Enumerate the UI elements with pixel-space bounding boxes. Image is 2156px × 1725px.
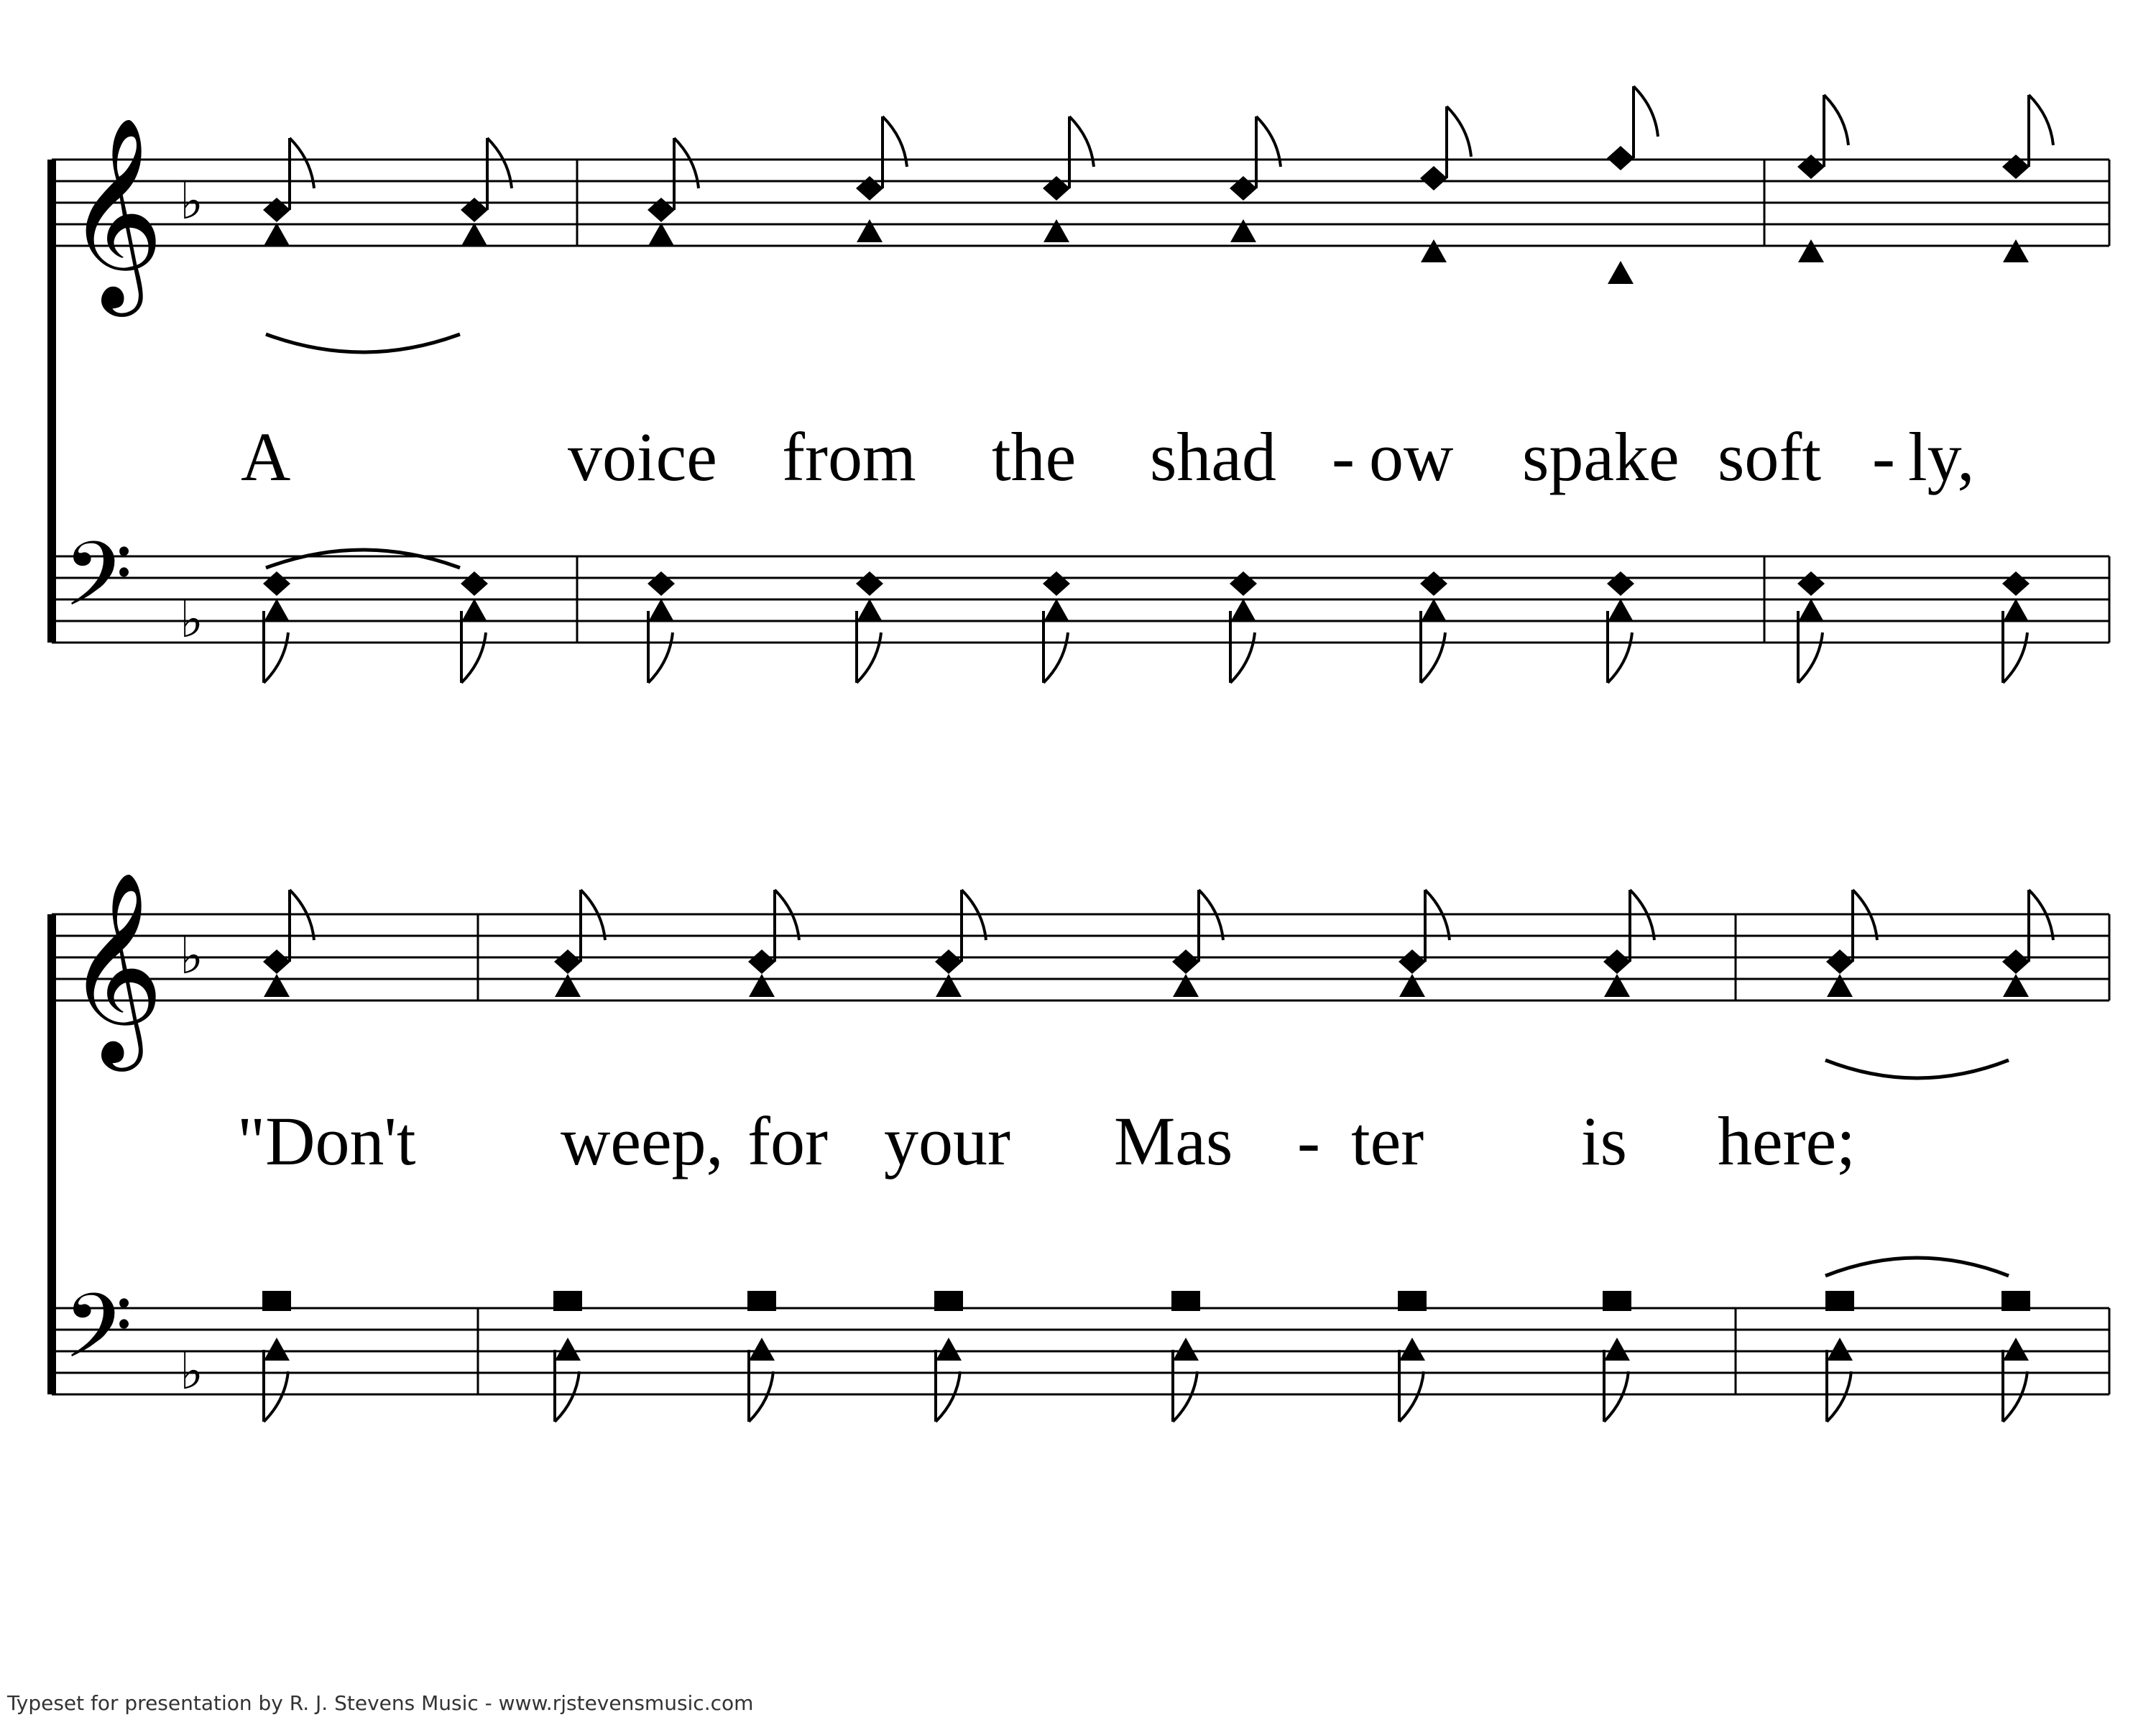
note-flag <box>936 1371 960 1422</box>
note-flag <box>1798 632 1823 683</box>
note-head <box>1173 1338 1199 1361</box>
note-flag <box>857 632 881 683</box>
note-head <box>1172 949 1199 974</box>
note-flag <box>1399 1371 1424 1422</box>
note-flag <box>648 632 673 683</box>
note-head <box>1043 571 1070 596</box>
note-head <box>1798 599 1824 622</box>
note-flag <box>1608 632 1632 683</box>
flat-icon: ♭ <box>180 590 204 649</box>
note-flag <box>1827 1371 1851 1422</box>
note-head <box>1797 571 1825 596</box>
bass-clef-icon: 𝄢 <box>63 523 133 648</box>
note-head <box>1043 176 1070 201</box>
note-flag <box>461 632 486 683</box>
note-head <box>648 599 674 622</box>
note-head <box>2003 239 2029 262</box>
lyric-syllable: voice <box>568 418 717 495</box>
note-head <box>1398 1291 1427 1311</box>
note-head <box>2002 571 2030 596</box>
note-head <box>2001 1291 2030 1311</box>
staves <box>47 116 2109 1401</box>
bass-clef-icon: 𝄢 <box>63 1275 133 1400</box>
treble-clef-icon: 𝄞 <box>66 871 164 1063</box>
note-head <box>1230 599 1256 622</box>
flat-icon: ♭ <box>180 172 204 231</box>
tie-slur <box>266 334 460 352</box>
note-flag <box>1824 95 1848 145</box>
note-flag <box>1634 86 1658 137</box>
lyric-syllable: spake <box>1522 418 1680 495</box>
note-head <box>1044 219 1069 242</box>
tie-slur <box>1825 1258 2009 1276</box>
note-head <box>554 949 581 974</box>
note-head <box>2002 949 2030 974</box>
note-head <box>461 223 487 246</box>
notes <box>262 86 2053 1422</box>
note-head <box>1604 974 1630 997</box>
lyrics-line-2 <box>237 1103 1856 1179</box>
note-head <box>857 219 883 242</box>
note-head <box>555 974 581 997</box>
note-head <box>748 949 775 974</box>
note-head <box>935 949 962 974</box>
note-head <box>2003 974 2029 997</box>
note-flag <box>1421 632 1445 683</box>
note-head <box>1399 1338 1425 1361</box>
flat-icon: ♭ <box>180 926 204 985</box>
system-bracket <box>47 914 56 1394</box>
footer-credit: Typeset for presentation by R. J. Stevens Music - www.rjstevensmusic.com <box>7 1691 754 1715</box>
treble-clef-icon: 𝄞 <box>66 116 164 308</box>
note-head <box>1044 599 1069 622</box>
note-head <box>1604 1338 1630 1361</box>
note-flag <box>749 1371 773 1422</box>
lyric-syllable: soft <box>1718 418 1821 495</box>
note-head <box>1826 949 1853 974</box>
note-flag <box>264 632 288 683</box>
lyric-hyphen: - <box>1332 418 1355 495</box>
lyric-syllable: here; <box>1718 1103 1856 1179</box>
note-head <box>1421 239 1447 262</box>
note-head <box>553 1291 582 1311</box>
note-flag <box>1173 1371 1197 1422</box>
note-head <box>648 198 675 222</box>
lyric-syllable: ow <box>1369 418 1454 495</box>
note-head <box>1230 571 1257 596</box>
note-head <box>263 571 290 596</box>
note-flag <box>264 1371 288 1422</box>
note-head <box>461 571 488 596</box>
note-head <box>1603 949 1631 974</box>
note-head <box>1608 261 1634 284</box>
lyric-hyphen: - <box>1872 418 1895 495</box>
note-head <box>1420 571 1447 596</box>
note-head <box>461 599 487 622</box>
note-head <box>1607 571 1634 596</box>
note-head <box>263 198 290 222</box>
lyric-hyphen: - <box>1297 1103 1320 1179</box>
lyric-syllable: "Don't <box>237 1103 416 1179</box>
note-head <box>2003 1338 2029 1361</box>
note-head <box>1173 974 1199 997</box>
note-head <box>1827 1338 1853 1361</box>
note-head <box>856 571 883 596</box>
note-head <box>648 223 674 246</box>
lyric-syllable: shad <box>1150 418 1276 495</box>
note-head <box>264 599 290 622</box>
note-head <box>555 1338 581 1361</box>
note-head <box>1797 155 1825 179</box>
note-head <box>1608 599 1634 622</box>
system-bracket <box>47 160 56 643</box>
note-head <box>936 974 962 997</box>
note-head <box>747 1291 776 1311</box>
lyric-syllable: for <box>747 1103 828 1179</box>
tie-slur <box>266 550 460 568</box>
flat-icon: ♭ <box>180 1342 204 1401</box>
note-head <box>749 1338 775 1361</box>
note-head <box>1827 974 1853 997</box>
note-flag <box>1604 1371 1628 1422</box>
note-head <box>857 599 883 622</box>
lyric-syllable: ly, <box>1908 418 1975 495</box>
note-head <box>648 571 675 596</box>
note-head <box>2003 599 2029 622</box>
note-flag <box>2003 632 2027 683</box>
lyric-syllable: from <box>782 418 916 495</box>
note-flag <box>1230 632 1255 683</box>
note-head <box>1607 146 1634 170</box>
note-flag <box>1044 632 1068 683</box>
lyric-syllable: ter <box>1351 1103 1424 1179</box>
lyrics-line-1 <box>241 418 1974 495</box>
note-head <box>936 1338 962 1361</box>
note-head <box>1798 239 1824 262</box>
lyric-syllable: weep, <box>561 1103 724 1179</box>
note-head <box>934 1291 963 1311</box>
note-head <box>263 949 290 974</box>
note-head <box>1825 1291 1854 1311</box>
lyric-syllable: Mas <box>1114 1103 1233 1179</box>
note-head <box>1171 1291 1200 1311</box>
note-head <box>264 974 290 997</box>
note-head <box>749 974 775 997</box>
note-head <box>461 198 488 222</box>
note-head <box>264 1338 290 1361</box>
note-flag <box>2029 95 2053 145</box>
note-flag <box>2003 1371 2027 1422</box>
note-head <box>2002 155 2030 179</box>
note-head <box>1230 176 1257 201</box>
note-head <box>856 176 883 201</box>
note-head <box>1420 166 1447 190</box>
lyric-syllable: your <box>884 1103 1010 1179</box>
note-head <box>262 1291 291 1311</box>
lyric-syllable: is <box>1581 1103 1628 1179</box>
lyric-syllable: the <box>992 418 1077 495</box>
lyric-syllable: A <box>241 418 291 495</box>
note-head <box>1230 219 1256 242</box>
note-head <box>1603 1291 1631 1311</box>
note-flag <box>555 1371 579 1422</box>
note-head <box>1399 949 1426 974</box>
note-head <box>1399 974 1425 997</box>
note-head <box>1421 599 1447 622</box>
note-head <box>264 223 290 246</box>
note-flag <box>1447 106 1471 157</box>
tie-slur <box>1825 1060 2009 1078</box>
